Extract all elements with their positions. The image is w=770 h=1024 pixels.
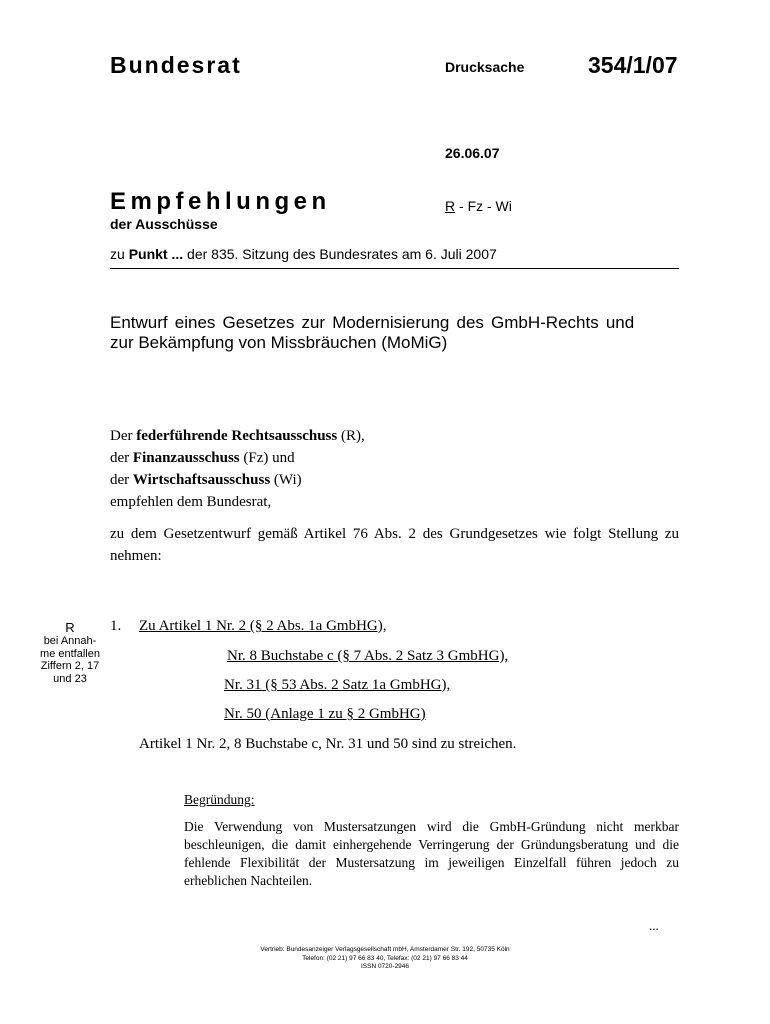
sidenote-committee: R bbox=[65, 620, 75, 635]
reason-text: Die Verwendung von Mustersatzungen wird die GmbH-Gründung nicht merkbar beschleunigen, die damit einhergehende Verringerung der Gründungsberatung und die fehlende Flexibilität der Mustersatzung im jeweiligen Einzelfall führen jedoch zu erheblichen Nachteilen. bbox=[184, 819, 679, 888]
bill-title-line2: zur Bekämpfung von Missbräuchen (MoMiG) bbox=[110, 333, 448, 352]
footer bbox=[0, 946, 770, 972]
item-decision: Artikel 1 Nr. 2, 8 Buchstabe c, Nr. 31 und 50 sind zu streichen. bbox=[139, 736, 517, 752]
doc-title: Empfehlungen bbox=[110, 188, 331, 215]
lead-committee: federführende Rechtsausschuss bbox=[136, 428, 338, 444]
intro-line1 bbox=[110, 428, 365, 445]
intro-line4: empfehlen dem Bundesrat, bbox=[110, 494, 272, 510]
header-divider bbox=[110, 268, 679, 269]
economic-committee: Wirtschaftsausschuss bbox=[132, 472, 271, 488]
intro-line3-post: (Wi) bbox=[270, 472, 302, 488]
intro-line3-pre: der bbox=[110, 472, 133, 488]
intro-line3 bbox=[110, 472, 302, 489]
intro-line1-pre: Der bbox=[110, 428, 137, 444]
sidenote bbox=[20, 620, 120, 685]
doc-subtitle: der Ausschüsse bbox=[110, 216, 218, 232]
intro-line2-post: (Fz) und bbox=[239, 450, 295, 466]
committee-lead: R bbox=[445, 198, 456, 214]
footer-issn: ISSN 0720-2946 bbox=[360, 963, 410, 970]
committee-others: - Fz - Wi bbox=[455, 198, 512, 214]
meeting-suffix: der 835. Sitzung des Bundesrates am 6. Juli 2007 bbox=[183, 246, 497, 262]
intro-line1-post: (R), bbox=[337, 428, 365, 444]
committees bbox=[445, 198, 512, 214]
sidenote-line: bei Annah- bbox=[43, 635, 97, 647]
item-number: 1. bbox=[110, 618, 122, 634]
item-ref-1: Zu Artikel 1 Nr. 2 (§ 2 Abs. 1a GmbHG), bbox=[139, 618, 387, 634]
meeting-line bbox=[110, 246, 497, 262]
footer-distribution: Vertrieb: Bundesanzeiger Verlagsgesellschaft mbH, Amsterdamer Str. 192, 50735 Köln bbox=[260, 946, 510, 953]
finance-committee: Finanzausschuss bbox=[132, 450, 240, 466]
item-ref-4: Nr. 50 (Anlage 1 zu § 2 GmbHG) bbox=[224, 706, 426, 722]
continuation-marker: ... bbox=[649, 918, 659, 933]
doc-label: Drucksache bbox=[445, 59, 525, 75]
sidenote-line: me entfallen bbox=[40, 647, 100, 660]
intro-line2-pre: der bbox=[110, 450, 133, 466]
meeting-prefix: zu bbox=[110, 246, 129, 262]
intro-line2 bbox=[110, 450, 295, 467]
org-name: Bundesrat bbox=[110, 52, 242, 78]
meeting-punkt: Punkt ... bbox=[128, 246, 184, 262]
doc-number: 354/1/07 bbox=[588, 52, 678, 78]
item-ref-2: Nr. 8 Buchstabe c (§ 7 Abs. 2 Satz 3 GmbHG), bbox=[227, 648, 509, 664]
doc-date: 26.06.07 bbox=[445, 145, 500, 161]
footer-contact: Telefon: (02 21) 97 66 83 40, Telefax: (02 21) 97 66 83 44 bbox=[302, 954, 468, 962]
intro-statement: zu dem Gesetzentwurf gemäß Artikel 76 Abs. 2 des Grundgesetzes wie folgt Stellung zu nehmen: bbox=[110, 526, 679, 564]
sidenote-line: und 23 bbox=[53, 672, 87, 685]
item-ref-3: Nr. 31 (§ 53 Abs. 2 Satz 1a GmbHG), bbox=[224, 677, 451, 693]
sidenote-line: Ziffern 2, 17 bbox=[40, 660, 100, 672]
reason-heading: Begründung: bbox=[184, 792, 255, 807]
bill-title-line1: Entwurf eines Gesetzes zur Modernisierung des GmbH-Rechts und bbox=[110, 313, 635, 332]
